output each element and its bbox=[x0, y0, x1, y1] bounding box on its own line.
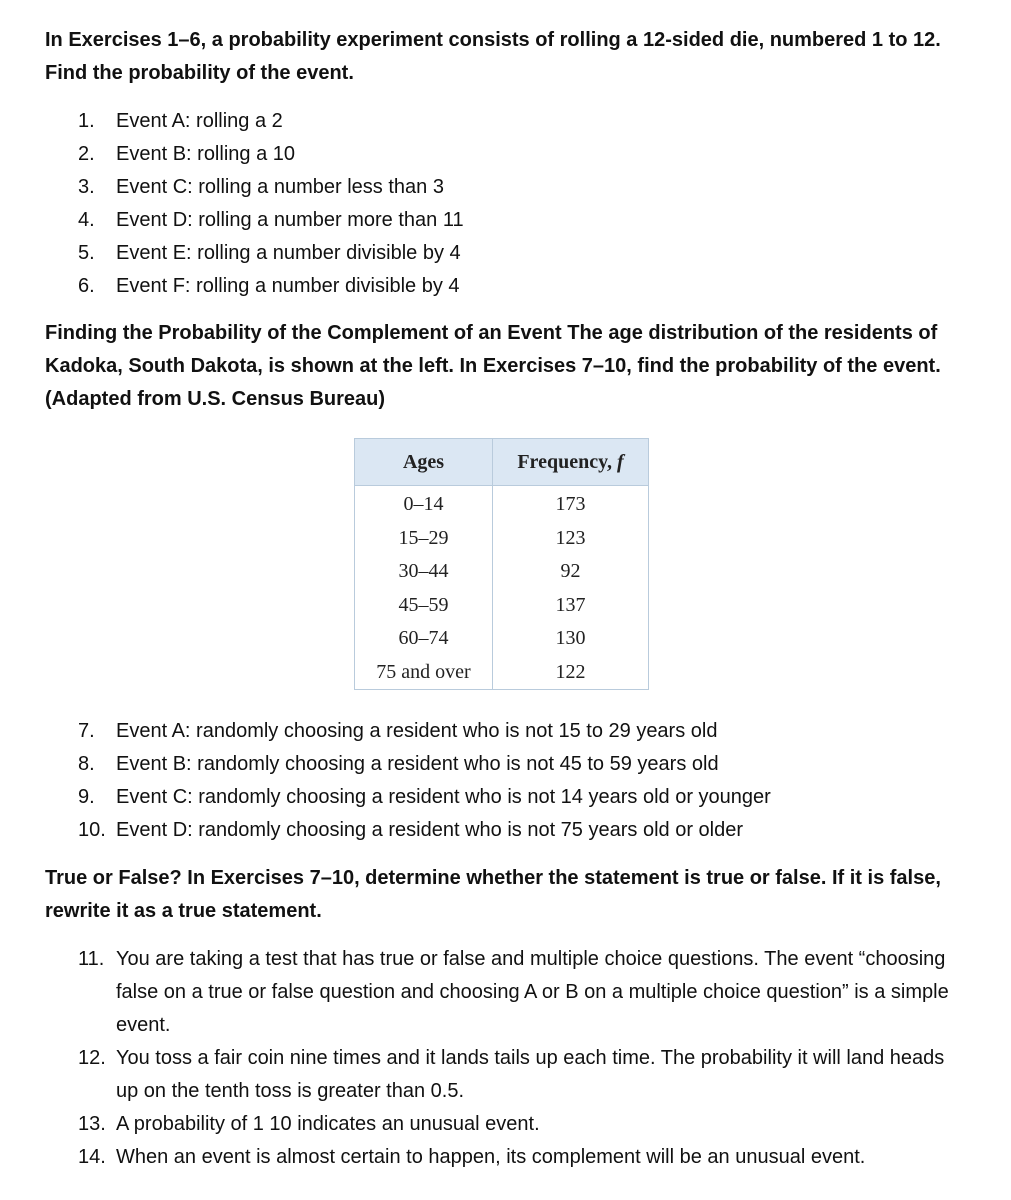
frequency-cell: 92 bbox=[493, 555, 649, 589]
list-item bbox=[78, 171, 464, 204]
header-frequency bbox=[493, 439, 649, 486]
table-header-row bbox=[355, 439, 649, 486]
table-row bbox=[355, 522, 649, 556]
list-item bbox=[78, 781, 771, 814]
list-item bbox=[78, 715, 771, 748]
age-cell: 15–29 bbox=[355, 522, 493, 556]
list-item bbox=[78, 138, 464, 171]
item-text: Event B: randomly choosing a resident who is not 45 to 59 years old bbox=[116, 753, 719, 775]
item-number: 3. bbox=[78, 176, 95, 198]
section1-heading: In Exercises 1–6, a probability experiment consists of rolling a 12-sided die, numbered 1 to 12. Find the probability of the event. bbox=[45, 29, 941, 84]
table-row bbox=[355, 486, 649, 522]
item-text: Event F: rolling a number divisible by 4 bbox=[116, 275, 460, 297]
age-cell: 75 and over bbox=[355, 656, 493, 690]
item-number: 10. bbox=[78, 819, 106, 841]
table-row bbox=[355, 589, 649, 623]
list-item bbox=[78, 105, 464, 138]
frequency-cell: 130 bbox=[493, 622, 649, 656]
item-number: 11. bbox=[78, 948, 105, 970]
age-cell: 45–59 bbox=[355, 589, 493, 623]
item-text: You are taking a test that has true or false and multiple choice questions. The event “choosing false on a true or false question and choosing A or B on a multiple choice question” is a simple event. bbox=[116, 948, 949, 1036]
item-number: 4. bbox=[78, 209, 95, 231]
item-number: 2. bbox=[78, 143, 95, 165]
frequency-cell: 137 bbox=[493, 589, 649, 623]
exercise-list-1-6 bbox=[78, 105, 464, 303]
item-text: Event C: rolling a number less than 3 bbox=[116, 176, 444, 198]
item-text: Event E: rolling a number divisible by 4 bbox=[116, 242, 461, 264]
item-number: 13. bbox=[78, 1113, 106, 1135]
item-text: Event A: randomly choosing a resident who is not 15 to 29 years old bbox=[116, 720, 718, 742]
item-number: 6. bbox=[78, 275, 95, 297]
table-row bbox=[355, 622, 649, 656]
list-item bbox=[78, 270, 464, 303]
list-item bbox=[78, 814, 771, 847]
item-text: Event D: rolling a number more than 11 bbox=[116, 209, 464, 231]
item-text: Event B: rolling a 10 bbox=[116, 143, 295, 165]
list-item bbox=[78, 1108, 951, 1141]
table-row bbox=[355, 555, 649, 589]
item-text: Event D: randomly choosing a resident who is not 75 years old or older bbox=[116, 819, 744, 841]
age-cell: 0–14 bbox=[355, 486, 493, 522]
item-number: 1. bbox=[78, 110, 95, 132]
list-item bbox=[78, 204, 464, 237]
list-item bbox=[78, 1042, 951, 1108]
item-number: 5. bbox=[78, 242, 95, 264]
item-text: A probability of 1 10 indicates an unusual event. bbox=[116, 1113, 540, 1135]
frequency-cell: 173 bbox=[493, 486, 649, 522]
list-item bbox=[78, 237, 464, 270]
item-number: 9. bbox=[78, 786, 95, 808]
age-frequency-table bbox=[354, 438, 649, 690]
section2-heading: Finding the Probability of the Complement of an Event The age distribution of the residents of Kadoka, South Dakota, is shown at the left. In Exercises 7–10, find the probability of the event. (Adapted from U.S. Census Bureau) bbox=[45, 322, 941, 410]
item-text: When an event is almost certain to happen, its complement will be an unusual event. bbox=[116, 1146, 866, 1168]
exercise-list-7-10 bbox=[78, 715, 771, 847]
list-item bbox=[78, 943, 951, 1042]
item-number: 14. bbox=[78, 1146, 106, 1168]
item-text: You toss a fair coin nine times and it lands tails up each time. The probability it will land heads up on the tenth toss is greater than 0.5. bbox=[116, 1047, 945, 1102]
table-row bbox=[355, 656, 649, 690]
item-text: Event C: randomly choosing a resident who is not 14 years old or younger bbox=[116, 786, 771, 808]
item-text: Event A: rolling a 2 bbox=[116, 110, 283, 132]
header-frequency-label: Frequency, bbox=[517, 450, 617, 473]
list-item bbox=[78, 1141, 951, 1174]
frequency-cell: 122 bbox=[493, 656, 649, 690]
item-number: 12. bbox=[78, 1047, 106, 1069]
age-cell: 30–44 bbox=[355, 555, 493, 589]
section3-heading: True or False? In Exercises 7–10, determine whether the statement is true or false. If it is false, rewrite it as a true statement. bbox=[45, 867, 941, 922]
header-ages: Ages bbox=[355, 439, 493, 486]
list-item bbox=[78, 748, 771, 781]
age-cell: 60–74 bbox=[355, 622, 493, 656]
frequency-cell: 123 bbox=[493, 522, 649, 556]
item-number: 8. bbox=[78, 753, 95, 775]
item-number: 7. bbox=[78, 720, 95, 742]
header-frequency-variable: f bbox=[616, 450, 624, 473]
true-false-list bbox=[78, 943, 951, 1174]
